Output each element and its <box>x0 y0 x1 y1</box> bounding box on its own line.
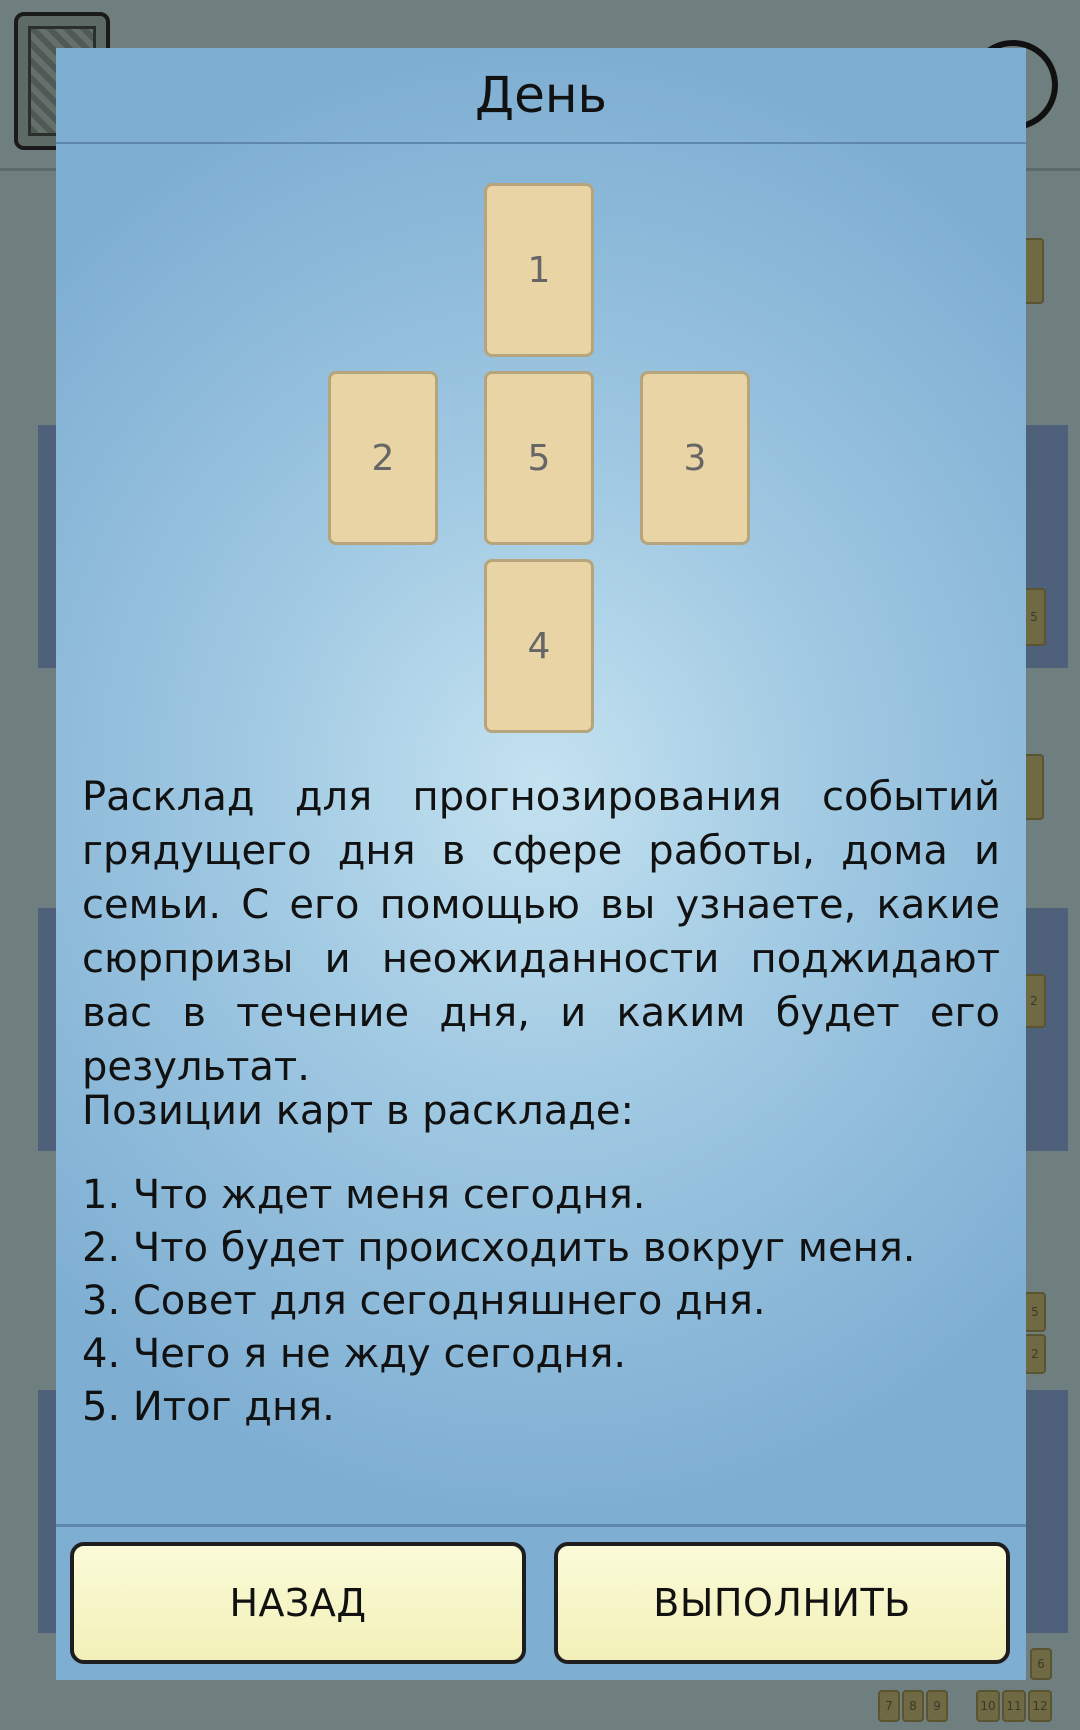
background-tile: 12 <box>1028 1690 1052 1722</box>
spread-info-dialog <box>56 48 1026 1680</box>
background-tile: 8 <box>902 1690 924 1722</box>
background-tile: 5 <box>1022 588 1046 646</box>
dialog-title: День <box>475 66 607 124</box>
footer-divider <box>56 1524 1026 1527</box>
positions-title: Позиции карт в раскладе: <box>82 1088 634 1134</box>
spread-layout <box>56 48 1026 748</box>
spread-description: Расклад для прогнозирования событий грядущего дня в сфере работы, дома и семьи. С его помощью вы узнаете, какие сюрпризы и неожиданности поджидают вас в течение дня, и каким будет его результат. <box>82 774 1000 1090</box>
position-item: 5. Итог дня. <box>82 1384 335 1430</box>
card-position-2: 2 <box>328 371 438 545</box>
card-position-4: 4 <box>484 559 594 733</box>
background-tile: 2 <box>1022 974 1046 1028</box>
background-tile: 10 <box>976 1690 1000 1722</box>
card-position-5: 5 <box>484 371 594 545</box>
background-tile: 5 <box>1024 1292 1046 1332</box>
card-position-1: 1 <box>484 183 594 357</box>
background-tile: 9 <box>926 1690 948 1722</box>
run-button[interactable]: ВЫПОЛНИТЬ <box>554 1542 1010 1664</box>
back-button[interactable]: НАЗАД <box>70 1542 526 1664</box>
positions-list <box>82 1169 1000 1434</box>
background-tile: 11 <box>1002 1690 1026 1722</box>
background-tile: 6 <box>1030 1648 1052 1680</box>
position-item: 4. Чего я не жду сегодня. <box>82 1331 627 1377</box>
background-tile: 2 <box>1024 1334 1046 1374</box>
background-tile: 7 <box>878 1690 900 1722</box>
position-item: 3. Совет для сегодняшнего дня. <box>82 1278 766 1324</box>
position-item: 2. Что будет происходить вокруг меня. <box>82 1225 916 1271</box>
card-position-3: 3 <box>640 371 750 545</box>
position-item: 1. Что ждет меня сегодня. <box>82 1172 646 1218</box>
